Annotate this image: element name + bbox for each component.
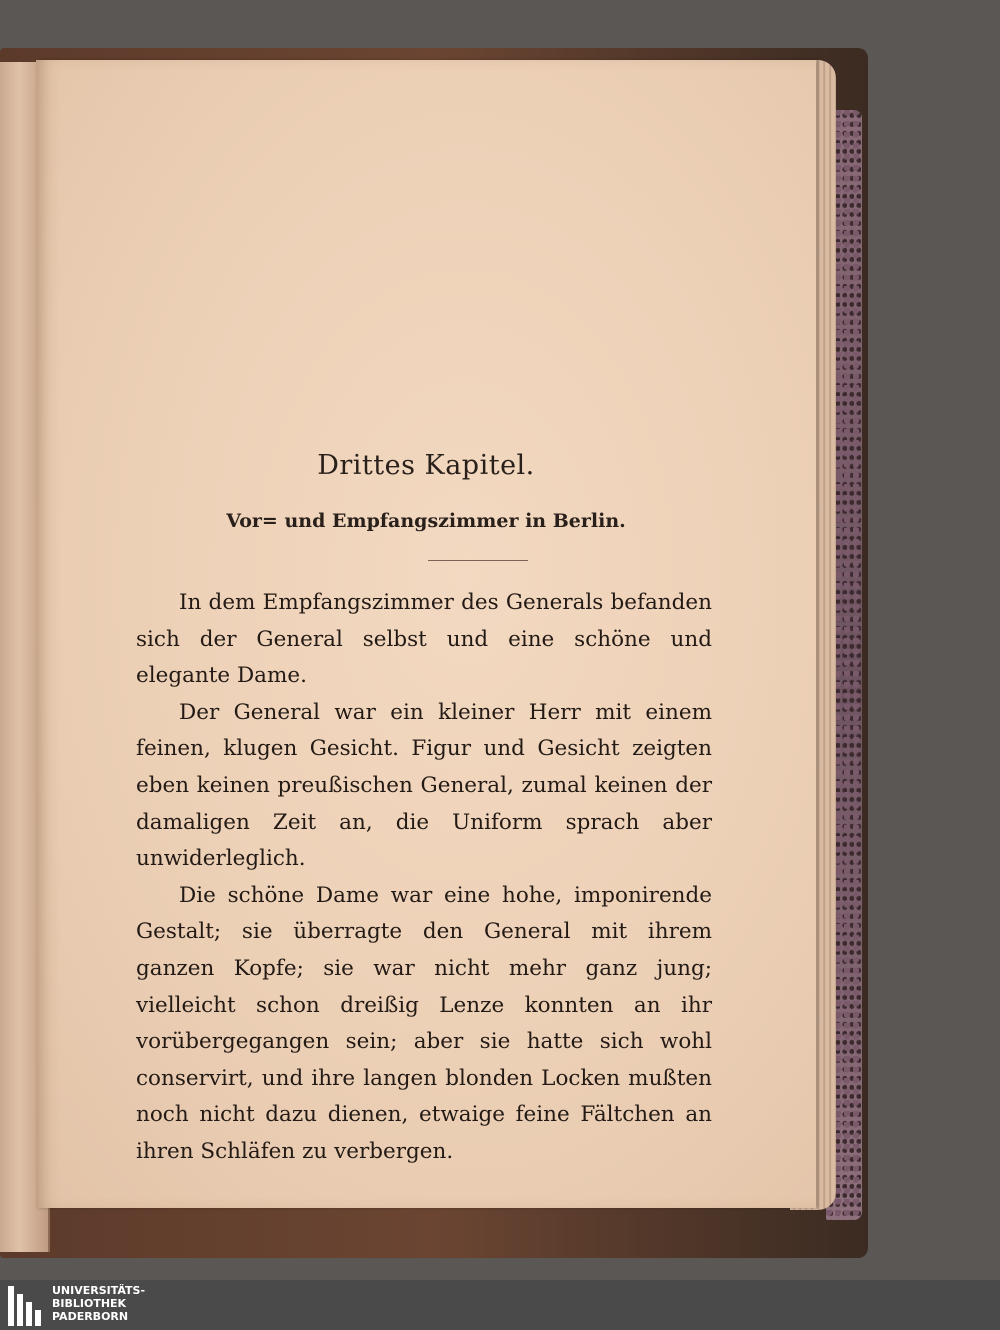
logo-text xyxy=(52,1284,145,1323)
book-page xyxy=(36,60,816,1208)
logo-line-1: UNIVERSITÄTS- xyxy=(52,1284,146,1297)
paragraph: In dem Empfangszimmer des Generals befanden sich der General selbst und eine schöne und elegante Dame. xyxy=(136,590,712,689)
body-text xyxy=(136,585,712,1171)
logo-line-2: BIBLIOTHEK xyxy=(52,1297,127,1310)
paragraph: Der General war ein kleiner Herr mit einem feinen, klugen Gesicht. Figur und Gesicht zeigten eben keinen preußischen General, zumal keinen der damaligen Zeit an, die Uniform sprach aber unwiderleglich. xyxy=(136,699,712,872)
logo-line-3: PADERBORN xyxy=(52,1310,129,1323)
chapter-title: Drittes Kapitel. xyxy=(317,450,535,481)
divider xyxy=(428,560,528,561)
chapter-subtitle: Vor= und Empfangszimmer in Berlin. xyxy=(226,510,626,532)
paragraph: Die schöne Dame war eine hohe, imponirende Gestalt; sie überragte den General mit ihrem ganzen Kopfe; sie war nicht mehr ganz jung; vielleicht schon dreißig Lenze konnten an ihr vorübergegangen sein; aber sie hatte sich wohl conservirt, und ihre langen blonden Locken mußten noch nicht dazu dienen, etwaige feine Fältchen an ihren Schläfen zu verbergen. xyxy=(136,882,712,1164)
library-logo xyxy=(8,1282,208,1328)
logo-bars-icon xyxy=(8,1286,48,1326)
